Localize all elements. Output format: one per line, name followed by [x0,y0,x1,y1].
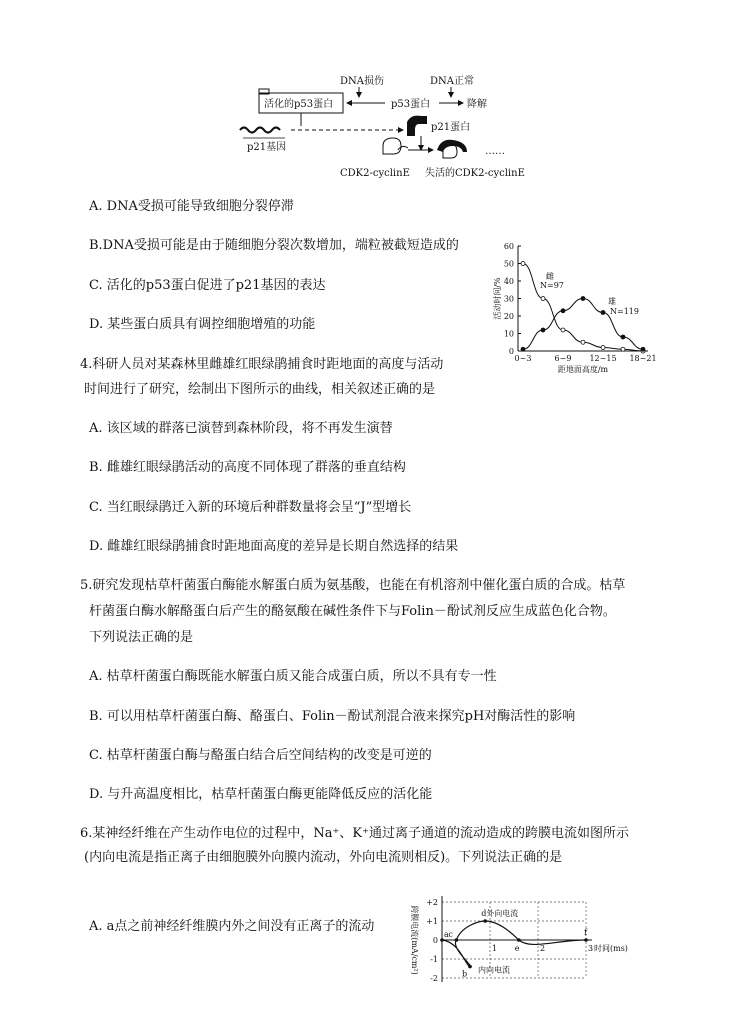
point-b [468,965,472,969]
inactive-cdk2-label: 失活的CDK2-cyclinE [425,168,525,179]
y-tick-label: 50 [503,259,514,269]
y-tick-label: -2 [430,974,438,983]
q5-option-b: B. 可以用枯草杆菌蛋白酶、酪蛋白、Folin－酚试剂混合液来探究pH对酶活性的影响 [89,709,576,724]
data-point [641,347,645,351]
data-point [541,297,545,301]
degrade-label: 降解 [467,99,487,110]
y-tick-label: 60 [503,242,514,251]
p21-gene-label: p21基因 [247,142,287,153]
cdk2-label: CDK2-cyclinE [340,168,410,179]
x-axis-label: 时间(ms) [594,944,628,953]
data-point [561,309,565,313]
y-tick-label: 0 [508,347,514,356]
q4-option-c: C. 当红眼绿鹃迁入新的环境后种群数量将会呈“J”型增长 [89,500,412,515]
q5-stem-line2: 杆菌蛋白酶水解酪蛋白后产生的酪氨酸在碱性条件下与Folin－酚试剂反应生成蓝色化合物。 [89,604,616,619]
q4-option-d: D. 雌雄红眼绿鹃捕食时距地面高度的差异是长期自然选择的结果 [89,539,459,554]
membrane-current-chart [404,888,634,998]
q3-option-b: B.DNA受损可能是由于随细胞分裂次数增加，端粒被截短造成的 [89,238,459,253]
point-e [517,938,521,942]
y-tick-label: 10 [503,329,514,339]
q4-option-b: B. 雌雄红眼绿鹃活动的高度不同体现了群落的垂直结构 [89,460,406,475]
point-d [483,919,487,923]
data-point [521,347,525,351]
outward-current-label: d外向电流 [481,909,519,918]
x-tick-label: 12~15 [589,354,617,363]
q4-stem-line1: 4.科研人员对某森林里雌雄红眼绿鹃捕食时距地面的高度与活动 [80,357,444,372]
x-axis-label: 距地面高度/m [557,365,609,374]
point-label-c: c [448,930,453,939]
q6-stem-line2: (内向电流是指正离子由细胞膜外向膜内流动，外向电流则相反)。下列说法正确的是 [84,850,563,865]
q3-option-c: C. 活化的p53蛋白促进了p21基因的表达 [89,278,326,293]
dna-normal-label: DNA正常 [430,76,474,87]
x-tick-label: 18~21 [629,354,657,363]
male-n-label: N=119 [610,307,639,316]
ellipsis: …… [485,146,505,157]
activity-height-chart [488,236,658,376]
y-tick-label: 20 [503,312,514,321]
q6-stem-line1: 6.某神经纤维在产生动作电位的过程中，Na⁺、K⁺通过离子通道的流动造成的跨膜电流如图所示 [80,826,629,841]
q5-option-c: C. 枯草杆菌蛋白酶与酪蛋白结合后空间结构的改变是可逆的 [89,748,432,763]
data-point [541,328,545,332]
data-point [561,328,565,332]
male-label: 雄 [608,297,616,306]
cdk2-icon [383,138,401,154]
y-tick-label: -1 [430,955,438,964]
p21-protein-icon [407,116,427,136]
data-point [621,347,625,351]
data-point [621,335,625,339]
y-tick-label: 30 [503,294,514,304]
data-point [581,297,585,301]
point-c [455,938,459,942]
point-label-e: e [514,944,520,953]
x-tick-label: 3 [588,944,594,953]
q5-stem-line1: 5.研究发现枯草杆菌蛋白酶能水解蛋白质为氨基酸，也能在有机溶剂中催化蛋白质的合成。枯草 [80,578,626,593]
y-tick-label: +2 [426,898,438,907]
q5-option-a: A. 枯草杆菌蛋白酶既能水解蛋白质又能合成蛋白质，所以不具有专一性 [89,669,497,684]
y-tick-label: 40 [503,277,514,286]
q4-option-a: A. 该区域的群落已演替到森林阶段，将不再发生演替 [89,421,393,436]
point-f [584,938,588,942]
y-tick-label: 0 [432,936,438,945]
q4-stem-line2: 时间进行了研究，绘制出下图所示的曲线，相关叙述正确的是 [84,382,436,397]
female-n-label: N=97 [540,281,564,290]
q6-option-a: A. a点之前神经纤维膜内外之间没有正离子的流动 [89,919,375,934]
y-axis-label: 跨膜电流(mA/cm²) [410,905,419,975]
x-tick-label: 2 [540,944,546,953]
p53-pathway-diagram [235,70,535,185]
point-label-f: f [584,928,587,937]
data-point [581,340,585,344]
y-tick-label: +1 [426,917,438,926]
activated-p53-label: 活化的p53蛋白 [264,99,334,110]
inward-current-label: 内向电流 [478,965,510,975]
data-point [521,262,525,266]
data-point [601,346,605,350]
y-axis-label: 活动时间/% [493,277,502,320]
point-label-a: a [444,930,449,939]
x-tick-label: 0~3 [514,354,532,363]
point-label-b: b [462,969,468,979]
p21-protein-label: p21蛋白 [431,122,471,133]
dna-damage-label: DNA损伤 [340,76,384,87]
q3-option-d: D. 某些蛋白质具有调控细胞增殖的功能 [89,317,316,332]
data-point [601,311,605,315]
x-tick-label: 1 [492,944,498,953]
inactive-cdk2-icon [437,140,467,152]
p53-label: p53蛋白 [391,99,431,110]
q5-stem-line3: 下列说法正确的是 [89,630,194,645]
female-label: 雌 [546,272,554,281]
x-tick-label: 6~9 [554,354,572,363]
q3-option-a: A. DNA受损可能导致细胞分裂停滞 [89,199,294,214]
p21-gene-icon [240,128,280,133]
q5-option-d: D. 与升高温度相比，枯草杆菌蛋白酶更能降低反应的活化能 [89,787,433,802]
